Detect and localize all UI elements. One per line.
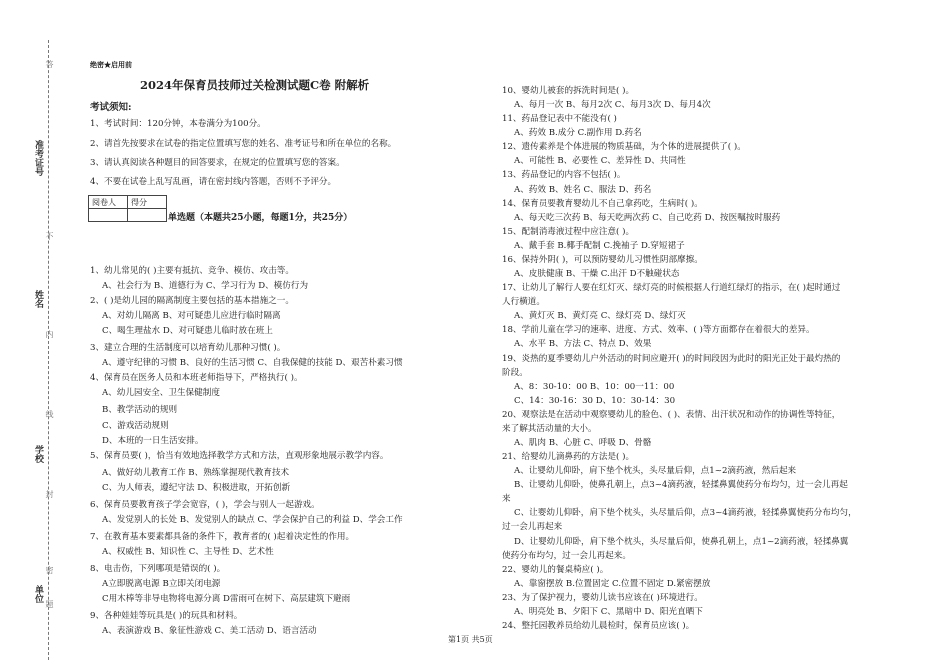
notice-heading: 考试须知: [90,102,132,113]
answer-option: A、可能性 B、必要性 C、差异性 D、共同性 [514,156,686,166]
page-footer: 第1页 共5页 [448,635,493,644]
score-table-reviewer: 阅卷人 [89,196,128,209]
answer-option: A、对幼儿隔离 B、对可疑患儿应进行临时隔离 [102,311,281,321]
paper-title: 2024年保育员技师过关检测试题C卷 附解析 [140,78,370,92]
question-stem: 23、为了保护视力，婴幼儿读书应该在( )环境进行。 [502,593,703,603]
score-table [88,195,167,222]
question-stem: 10、婴幼儿被套的拆洗时间是( )。 [502,86,635,96]
answer-option: 过一会儿再起来 [502,522,563,532]
question-stem: 13、药品登记的内容不包括( )。 [502,170,626,180]
question-stem: 12、遗传素养是个体进展的物质基础，为个体的进展提供了( )。 [502,142,746,152]
answer-option: A、做好幼儿教育工作 B、熟练掌握现代教育技术 [102,468,290,478]
answer-option: D、本班的一日生活安排。 [102,436,204,446]
answer-option: A、让婴幼儿仰卧，肩下垫个枕头，头尽量后仰，点1~2滴药液，然后起来 [514,466,797,476]
margin-label-exam-number: 准考证号 [33,140,43,176]
question-stem: 21、给婴幼儿滴鼻药的方法是( )。 [502,452,635,462]
margin-tick: 封 [45,490,54,498]
answer-option: A、黄灯灭 B、黄灯亮 C、绿灯亮 D、绿灯灭 [514,311,686,321]
score-table-score: 得分 [128,196,167,209]
answer-option: A、权威性 B、知识性 C、主导性 D、艺术性 [102,547,274,557]
answer-option: D、让婴幼儿仰卧，肩下垫个枕头，头尽量后仰，使鼻孔朝上，点1~2滴药液，轻揉鼻翼 [514,537,849,547]
answer-option: A、幼儿园安全、卫生保健制度 [102,388,220,398]
question-stem: 16、保持外阴( )，可以预防婴幼儿习惯性阴部摩擦。 [502,255,703,265]
answer-option: C、游戏活动规则 [102,421,169,431]
answer-option: A、药效 B、姓名 C、服法 D、药名 [514,185,652,195]
answer-option: A、药效 B.成分 C.副作用 D.药名 [514,128,642,138]
answer-option: A、每天吃三次药 B、每天吃两次药 C、自己吃药 D、按医嘱按时服药 [514,213,781,223]
margin-tick: 密 [45,566,54,574]
margin-tick: 内 [45,330,54,338]
answer-option: A、每月一次 B、每月2次 C、每月3次 D、每月4次 [514,100,711,110]
answer-option: A、明亮处 B、夕阳下 C、黑暗中 D、阳光直晒下 [514,607,703,617]
answer-option: A、8：30-10：00 B、10：00一11：00 [514,382,675,392]
margin-label-unit: 单位 [33,585,43,603]
notice-item: 4、不要在试卷上乱写乱画，请在密封线内答题，否则不予评分。 [90,177,337,187]
margin-label-school: 学校 [33,445,43,463]
question-stem: 5、保育员要( )，恰当有效地选择教学方式和方法，直观形象地展示教学内容。 [90,451,389,461]
answer-option: C、14：30-16：30 D、10：30-14：30 [514,396,676,406]
margin-tick: 线 [45,410,54,418]
question-stem: 7、在教育基本要素都具备的条件下，教育者的( )起着决定性的作用。 [90,532,355,542]
margin-tick: 题 [45,600,54,608]
question-stem: 3、建立合理的生活制度可以培育幼儿那种习惯( )。 [90,343,286,353]
question-stem: 9、各种娃娃等玩具是( )的玩具和材料。 [90,611,243,621]
question-stem: 1、幼儿常见的( )主要有抵抗、竞争、模仿、攻击等。 [90,266,294,276]
margin-tick: 答 [45,60,54,68]
question-stem: 18、学前儿童在学习的速率、进度、方式、效率、( )等方面都存在着很大的差异。 [502,325,815,335]
answer-option: B、教学活动的规则 [102,405,178,415]
answer-option: A、戴手套 B.椰手配制 C.挽袖子 D.穿短裙子 [514,241,685,251]
answer-option: A立即脱离电源 B立即关闭电源 [102,579,221,589]
answer-option: A、社会行为 B、道德行为 C、学习行为 D、模仿行为 [102,281,309,291]
answer-option: A、肌肉 B、心脏 C、呼吸 D、骨骼 [514,438,652,448]
answer-option: 人行横道。 [502,297,545,307]
question-stem: 22、婴幼儿的餐桌椅应( )。 [502,565,609,575]
question-stem: 11、药品登记表中不能没有( ) [502,114,617,124]
answer-option: 使药分布均匀，过一会儿再起来。 [502,551,631,561]
question-stem: 19、炎热的夏季婴幼儿户外活动的时间应避开( )的时间段因为此时的阳光正处于最灼热的 [502,354,841,364]
notice-item: 2、请首先按要求在试卷的指定位置填写您的姓名、准考证号和所在单位的名称。 [90,139,397,149]
notice-item: 3、请认真阅读各种题目的回答要求，在规定的位置填写您的答案。 [90,158,345,168]
answer-option: A、发觉别人的长处 B、发觉别人的缺点 C、学会保护自己的利益 D、学会工作 [102,515,403,525]
answer-option: A、表演游戏 B、象征性游戏 C、美工活动 D、语言活动 [102,626,317,636]
answer-option: 来 [502,494,511,504]
score-cell[interactable] [128,209,167,222]
secret-mark: 绝密★启用前 [90,60,132,69]
margin-label-name: 姓名 [33,290,43,308]
question-stem: 2、( )是幼儿园的隔离制度主要包括的基本措施之一。 [90,296,294,306]
margin-tick: 不 [45,232,54,240]
question-stem: 24、整托园教养员给幼儿晨检时，保育员应该( )。 [502,621,695,631]
question-stem: 8、电击伤，下列哪项是错误的( )。 [90,564,226,574]
answer-option: B、让婴幼儿仰卧，使鼻孔朝上，点3~4滴药液，轻揉鼻翼使药分布均匀，过一会儿再起 [514,480,848,490]
answer-option: A、靠窗摆放 B.位置固定 C.位置不固定 D.紧密摆放 [514,579,711,589]
score-cell[interactable] [89,209,128,222]
question-stem: 15、配制消毒液过程中应注意( )。 [502,227,635,237]
section-title: 单选题（本题共25小题，每题1分，共25分） [168,213,353,223]
question-stem: 6、保育员要教育孩子学会宽容，( )，学会与别人一起游戏。 [90,500,320,510]
answer-option: C、为人师表，遵纪守法 D、积极进取，开拓创新 [102,483,291,493]
notice-item: 1、考试时间：120分钟，本卷满分为100分。 [90,119,266,129]
question-stem: 20、观察法是在活动中观察婴幼儿的脸色、( )、表情、出汗状况和动作的协调性等特征， [502,410,841,420]
question-stem: 14、保育员要教育婴幼儿不自己拿药吃，生病时( )。 [502,199,703,209]
answer-option: 阶段。 [502,368,528,378]
answer-option: C用木棒等非导电物将电源分离 D雷雨可在树下、高层建筑下避雨 [102,594,351,604]
answer-option: A、遵守纪律的习惯 B、良好的生活习惯 C、自我保健的技能 D、艰苦朴素习惯 [102,358,403,368]
answer-option: C、让婴幼儿仰卧，肩下垫个枕头，头尽量后仰，点3~4滴药液，轻揉鼻翼使药分布均匀， [514,508,857,518]
answer-option: A、皮肤健康 B、干燥 C.出汗 D不触碰状态 [514,269,680,279]
answer-option: A、水平 B、方法 C、特点 D、效果 [514,339,652,349]
question-stem: 17、让幼儿了解行人要在红灯灭、绿灯亮的时候根据人行道红绿灯的指示，在( )起时通过 [502,283,841,293]
answer-option: C、喝生理盐水 D、对可疑患儿临时放在班上 [102,326,273,336]
answer-option: 来了解其活动量的大小。 [502,424,597,434]
question-stem: 4、保育员在医务人员和本班老师指导下，严格执行( )。 [90,373,303,383]
